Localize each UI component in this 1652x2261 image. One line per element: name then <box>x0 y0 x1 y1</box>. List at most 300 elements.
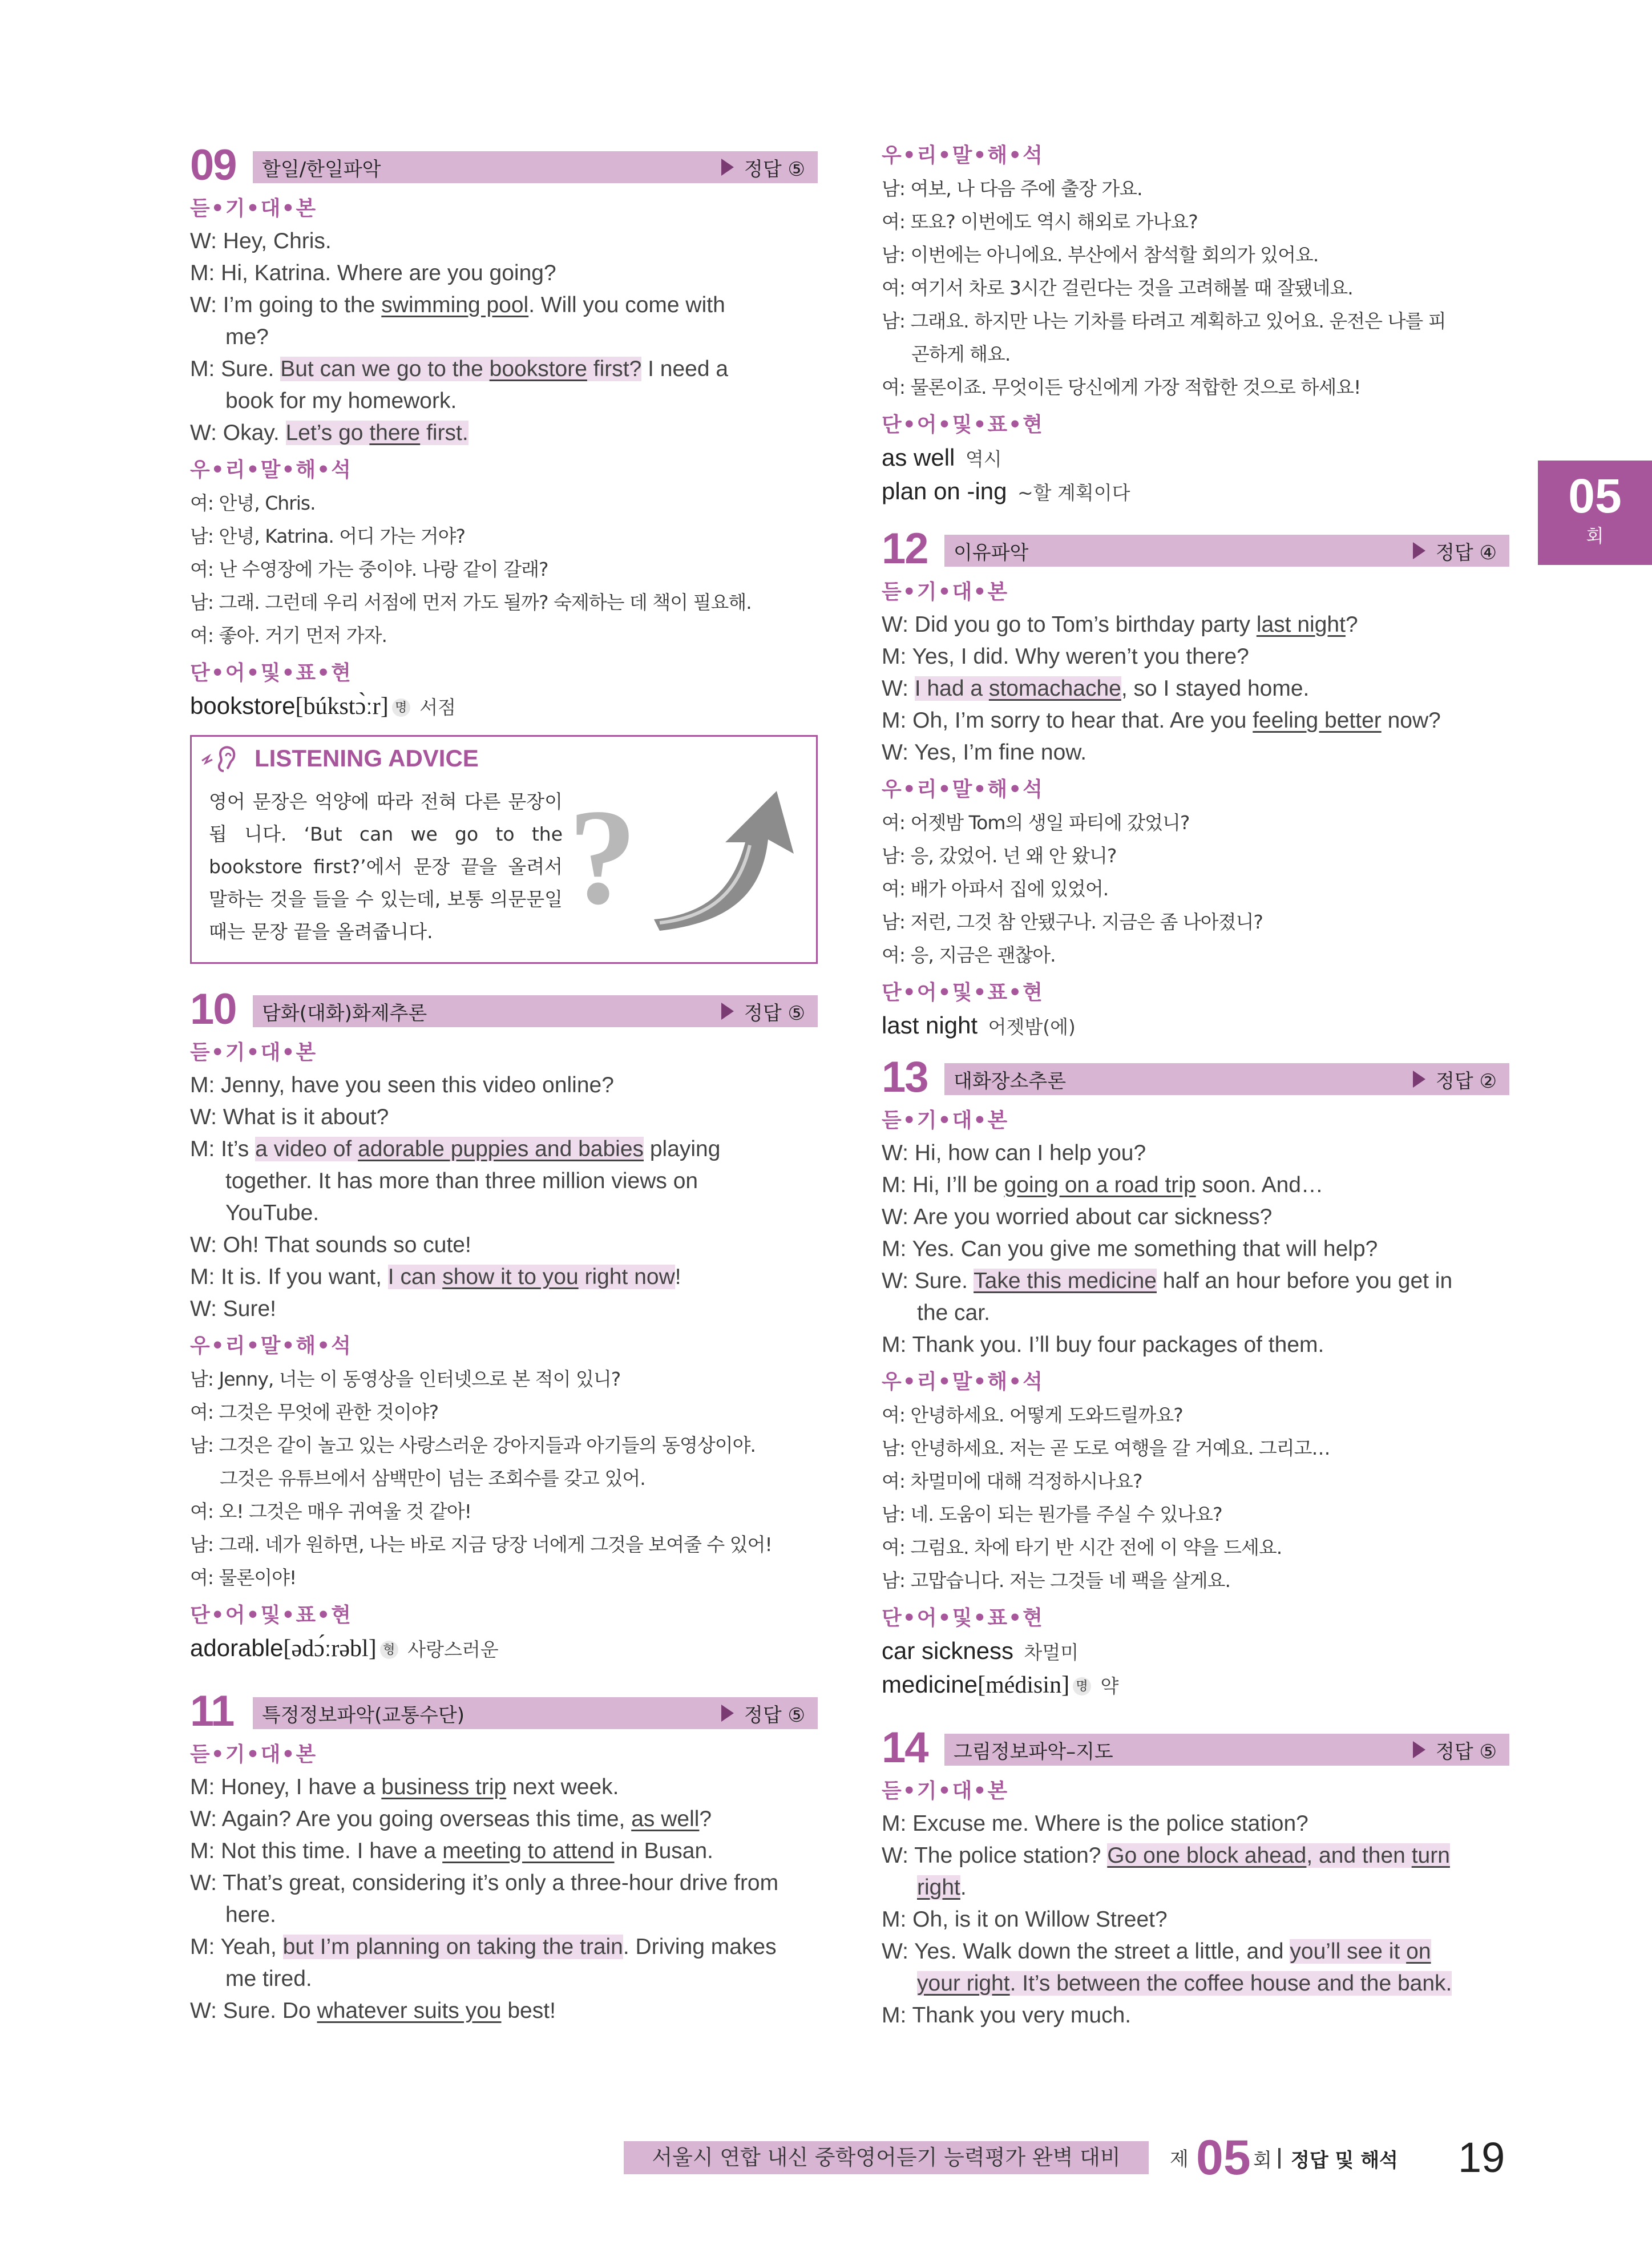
highlighted-phrase <box>283 1935 623 1959</box>
part-of-speech-badge: 명 <box>1073 1677 1091 1695</box>
underlined-phrase: turn <box>1411 1843 1450 1868</box>
script-line <box>882 1265 1509 1329</box>
part-of-speech-badge: 명 <box>392 699 410 717</box>
highlighted-phrase <box>388 1265 675 1289</box>
script-line <box>190 1101 818 1133</box>
speaker: M: <box>190 261 221 285</box>
highlight-text: you’ll see it <box>1290 1939 1407 1964</box>
script-line <box>882 1329 1509 1361</box>
underlined-phrase: feeling better <box>1253 708 1382 733</box>
translation-line: 여: 그럼요. 차에 타기 반 시간 전에 이 약을 드세요. <box>882 1536 1282 1559</box>
script-line <box>190 1835 818 1867</box>
line-text: Thank you. I’ll buy four packages of them. <box>912 1333 1324 1357</box>
script-line <box>190 1261 818 1293</box>
highlighted-phrase <box>915 676 1121 701</box>
script-line <box>190 289 818 353</box>
script-line <box>190 257 818 289</box>
vocab-pronunciation: [ədɔ́ːrəbl] <box>283 1636 377 1662</box>
script-line <box>882 609 1509 641</box>
underlined-phrase: swimming pool <box>381 293 529 317</box>
rising-arrow-icon <box>648 788 797 936</box>
question-header <box>190 141 818 189</box>
left-column <box>190 143 818 2027</box>
question-topic: 특정정보파악(교통수단) <box>262 1703 465 1727</box>
answer-value: 정답 ⑤ <box>744 1703 805 1727</box>
script-line <box>882 2000 1509 2032</box>
line-text: Yes, I did. Why weren’t you there? <box>912 644 1249 669</box>
unit-tab-label: 회 <box>1586 525 1604 547</box>
line-text: . Driving makes <box>623 1935 777 1959</box>
highlight-text: Let’s go <box>285 421 370 445</box>
script-line <box>190 1133 818 1229</box>
answer-value: 정답 ⑤ <box>744 158 805 181</box>
line-continuation: YouTube. <box>225 1201 320 1225</box>
translation-line: 여: 또요? 이번에도 역시 해외로 가나요? <box>882 211 1198 233</box>
script-line <box>882 1233 1509 1265</box>
speaker: W: <box>190 229 223 253</box>
vocab-label: 단•어•및•표•현 <box>190 1604 352 1627</box>
line-text: Did you go to Tom’s birthday party <box>914 612 1257 637</box>
speaker: M: <box>882 1237 912 1261</box>
translation-line: 여: 안녕하세요. 어떻게 도와드릴까요? <box>882 1404 1183 1426</box>
vocab-label: 단•어•및•표•현 <box>882 1606 1044 1630</box>
vocab-word: car sickness <box>882 1637 1014 1664</box>
line-text: Thank you very much. <box>912 2003 1132 2028</box>
translation-line: 남: Jenny, 너는 이 동영상을 인터넷으로 본 적이 있니? <box>190 1368 621 1390</box>
line-text: half an hour before you get in <box>1156 1269 1453 1293</box>
vocab-word: plan on -ing <box>882 478 1007 504</box>
speaker: M: <box>190 357 221 381</box>
translation-line: 여: 오! 그것은 매우 귀여울 것 같아! <box>190 1500 471 1523</box>
vocab-pronunciation: [médisin] <box>978 1672 1070 1698</box>
question-header <box>190 1687 818 1735</box>
line-continuation: here. <box>225 1903 276 1927</box>
line-text: Hey, Chris. <box>223 229 332 253</box>
translation-line: 여: 물론이죠. 무엇이든 당신에게 가장 적합한 것으로 하세요! <box>882 376 1361 398</box>
translation-line: 남: 저런, 그것 참 안됐구나. 지금은 좀 나아졌니? <box>882 911 1263 933</box>
script-line <box>882 1840 1509 1904</box>
translation-line: 여: 응, 지금은 괜찮아. <box>882 944 1056 966</box>
answer-label <box>1413 1736 1497 1764</box>
question-topic-bar <box>253 151 818 183</box>
question-topic-bar <box>944 1063 1509 1095</box>
script-line <box>190 1931 818 1995</box>
script-label: 듣•기•대•본 <box>190 197 317 220</box>
play-triangle-icon <box>721 1003 734 1020</box>
unit-tab <box>1538 461 1652 565</box>
line-continuation <box>882 1968 1509 2000</box>
translation-line: 여: 좋아. 거기 먼저 가자. <box>190 624 387 647</box>
line-text: ? <box>1345 612 1358 637</box>
translation-line: 여: 차멀미에 대해 걱정하시나요? <box>882 1470 1142 1492</box>
question-topic: 그림정보파악–지도 <box>954 1740 1113 1763</box>
question-11-continued <box>882 143 1509 509</box>
question-mark-graphic: ? <box>568 781 637 932</box>
speaker: M: <box>190 1935 221 1959</box>
question-10 <box>190 987 818 1666</box>
script-line <box>190 225 818 257</box>
line-text: Not this time. I have a <box>221 1839 443 1863</box>
question-number: 11 <box>190 1687 234 1735</box>
line-continuation: me? <box>225 325 269 349</box>
speaker: W: <box>882 612 915 637</box>
question-topic: 대화장소추론 <box>954 1069 1067 1093</box>
line-continuation <box>882 1872 1509 1904</box>
highlight-text: , and then <box>1306 1843 1412 1868</box>
answer-label <box>721 154 805 181</box>
advice-title: LISTENING ADVICE <box>255 745 479 772</box>
answer-label <box>721 1699 805 1727</box>
translation-line: 남: 안녕, Katrina. 어디 가는 거야? <box>190 525 466 547</box>
script-line <box>882 1201 1509 1233</box>
speaker: W: <box>190 1998 223 2023</box>
page-number: 19 <box>1458 2134 1505 2181</box>
translation-line: 남: 그것은 같이 놀고 있는 사랑스러운 강아지들과 아기들의 동영상이야. <box>190 1434 756 1456</box>
line-text: next week. <box>506 1775 619 1799</box>
speaker: W: <box>882 1141 915 1165</box>
line-continuation: the car. <box>917 1301 990 1325</box>
translation-line: 남: 이번에는 아니에요. 부산에서 참석할 회의가 있어요. <box>882 244 1319 266</box>
translation-line: 남: 안녕하세요. 저는 곧 도로 여행을 갈 거예요. 그리고… <box>882 1437 1330 1459</box>
line-text: . Will you come with <box>528 293 725 317</box>
script-line <box>190 1293 818 1325</box>
script-line <box>190 1229 818 1261</box>
highlighted-phrase <box>917 1971 1010 1996</box>
speaker: M: <box>190 1775 221 1799</box>
line-text: Honey, I have a <box>221 1775 382 1799</box>
question-09 <box>190 143 818 724</box>
line-text: I’m going to the <box>223 293 382 317</box>
underlined-phrase: on <box>1406 1939 1431 1964</box>
speaker: W: <box>190 1105 223 1129</box>
translation-line: 여: 그것은 무엇에 관한 것이야? <box>190 1401 439 1423</box>
underlined-phrase: show it to you <box>442 1265 579 1289</box>
speaker: M: <box>190 1137 221 1161</box>
question-topic-bar <box>253 1697 818 1729</box>
line-text: Hi, how can I help you? <box>914 1141 1146 1165</box>
question-topic: 할일/한일파악 <box>262 158 381 181</box>
speaker: W: <box>190 421 223 445</box>
script-line <box>190 1867 818 1931</box>
question-14 <box>882 1725 1509 2032</box>
footer-book-title: 서울시 연합 내신 중학영어듣기 능력평가 완벽 대비 <box>624 2141 1149 2174</box>
translation-line: 남: 응, 갔었어. 넌 왜 안 왔니? <box>882 845 1117 867</box>
line-text: Sure. <box>221 357 281 381</box>
footer-section: 정답 및 해석 <box>1291 2149 1398 2172</box>
line-text: Yeah, <box>220 1935 283 1959</box>
speaker: W: <box>190 1807 222 1831</box>
play-triangle-icon <box>1413 1741 1425 1758</box>
line-text: best! <box>501 1998 556 2023</box>
question-number: 14 <box>882 1723 928 1772</box>
script-line <box>190 1069 818 1101</box>
line-text: Excuse me. Where is the police station? <box>912 1811 1308 1836</box>
vocab-entry <box>882 1635 1509 1669</box>
speaker: W: <box>882 1939 915 1964</box>
underlined-phrase: adorable puppies and babies <box>358 1137 644 1161</box>
line-text: It’s <box>221 1137 256 1161</box>
underlined-phrase: your right <box>917 1971 1010 1996</box>
vocab-word: bookstore <box>190 692 296 719</box>
question-13 <box>882 1055 1509 1702</box>
question-number: 13 <box>882 1053 928 1101</box>
underlined-phrase: as well <box>631 1807 700 1831</box>
highlight-text: but I’m planning on taking the train <box>282 1935 623 1959</box>
line-text: What is it about? <box>223 1105 389 1129</box>
highlight-text: I can <box>387 1265 443 1289</box>
question-11 <box>190 1689 818 2027</box>
answer-value: 정답 ⑤ <box>1436 1740 1497 1763</box>
underlined-phrase: right <box>917 1875 960 1900</box>
vocab-entry <box>190 690 818 724</box>
line-text: . It’s between the coffee house and the bank. <box>1009 1971 1452 1996</box>
line-text: ? <box>699 1807 712 1831</box>
line-continuation: me tired. <box>225 1967 312 1991</box>
right-column <box>882 143 1509 2032</box>
script-label: 듣•기•대•본 <box>882 1109 1009 1132</box>
vocab-meaning: 사랑스러운 <box>401 1638 499 1661</box>
script-label: 듣•기•대•본 <box>190 1743 317 1766</box>
highlight-text: first. <box>420 421 468 445</box>
translation-line: 남: 네. 도움이 되는 뭔가를 주실 수 있나요? <box>882 1503 1222 1525</box>
line-text: Yes, I’m fine now. <box>914 740 1087 765</box>
vocab-meaning: 역시 <box>959 448 1002 470</box>
vocab-label: 단•어•및•표•현 <box>190 661 352 685</box>
translation-line: 여: 여기서 차로 3시간 걸린다는 것을 고려해볼 때 잘됐네요. <box>882 277 1353 299</box>
vocab-label: 단•어•및•표•현 <box>882 981 1044 1004</box>
answer-label <box>1413 1065 1497 1093</box>
line-text: playing <box>644 1137 721 1161</box>
script-line <box>190 1803 818 1835</box>
line-text: It is. If you want, <box>221 1265 388 1289</box>
script-line <box>882 1904 1509 1936</box>
translation-line: 남: 여보, 나 다음 주에 출장 가요. <box>882 177 1142 200</box>
part-of-speech-badge: 형 <box>380 1641 398 1659</box>
line-text: , so I stayed home. <box>1121 676 1310 701</box>
highlighted-phrase <box>1107 1843 1450 1868</box>
translation-label: 우•리•말•해•석 <box>882 1370 1044 1394</box>
line-continuation: together. It has more than three million views on <box>225 1169 698 1193</box>
line-text: Again? Are you going overseas this time, <box>221 1807 632 1831</box>
speaker: M: <box>882 644 912 669</box>
translation-line: 곤하게 해요. <box>911 343 1011 365</box>
vocab-meaning: 차멀미 <box>1018 1641 1079 1664</box>
play-triangle-icon <box>721 159 734 176</box>
highlighted-phrase <box>1290 1939 1431 1964</box>
translation-label: 우•리•말•해•석 <box>190 458 352 482</box>
question-12 <box>882 526 1509 1043</box>
vocab-meaning: 서점 <box>413 696 456 718</box>
underlined-phrase: Take this medicine <box>974 1269 1157 1293</box>
line-text: soon. And… <box>1195 1173 1323 1197</box>
footer-unit-number: 05 <box>1196 2130 1251 2185</box>
highlight-text: first? <box>587 357 642 381</box>
vocab-meaning: ~할 계획이다 <box>1011 482 1130 504</box>
answer-value: 정답 ② <box>1436 1069 1497 1093</box>
question-header <box>882 1053 1509 1101</box>
line-text: Oh! That sounds so cute! <box>223 1233 471 1257</box>
vocab-entry <box>882 475 1509 509</box>
translation-line: 여: 난 수영장에 가는 중이야. 나랑 같이 갈래? <box>190 558 548 580</box>
script-label: 듣•기•대•본 <box>882 580 1009 604</box>
script-label: 듣•기•대•본 <box>190 1041 317 1064</box>
line-text: Yes. Walk down the street a little, and <box>914 1939 1290 1964</box>
translation-line: 여: 안녕, Chris. <box>190 492 316 514</box>
vocab-entry <box>882 1669 1509 1702</box>
translation-line: 그것은 유튜브에서 삼백만이 넘는 조회수를 갖고 있어. <box>220 1467 645 1489</box>
highlight-text: a video of <box>255 1137 358 1161</box>
line-text: The police station? <box>914 1843 1108 1868</box>
line-text: I need a <box>641 357 729 381</box>
vocab-word: last night <box>882 1012 978 1039</box>
line-text: Sure. <box>914 1269 974 1293</box>
script-line <box>882 673 1509 705</box>
speaker: W: <box>882 1205 914 1229</box>
speaker: M: <box>882 1907 913 1932</box>
line-text: now? <box>1381 708 1441 733</box>
speaker: W: <box>882 676 915 701</box>
line-text: Oh, I’m sorry to hear that. Are you <box>912 708 1253 733</box>
script-line <box>882 705 1509 737</box>
highlighted-phrase <box>286 421 468 445</box>
script-line <box>882 1808 1509 1840</box>
vocab-pronunciation: [búkstɔ̀ːr] <box>295 693 389 720</box>
footer-je: 제 <box>1170 2148 1189 2171</box>
script-label: 듣•기•대•본 <box>882 1779 1009 1803</box>
vocab-meaning: 약 <box>1094 1675 1119 1697</box>
highlighted-phrase <box>917 1875 960 1900</box>
highlighted-phrase <box>974 1269 1157 1293</box>
vocab-entry <box>882 1010 1509 1043</box>
vocab-word: adorable <box>190 1634 284 1661</box>
question-header <box>190 985 818 1033</box>
line-text: Yes. Can you give me something that will help? <box>912 1237 1378 1261</box>
line-text: Hi, I’ll be <box>912 1173 1004 1197</box>
answer-label <box>721 998 805 1025</box>
speaker: W: <box>190 1297 223 1321</box>
vocab-entry <box>882 442 1509 475</box>
line-text: Sure! <box>223 1297 276 1321</box>
highlighted-phrase <box>255 1137 644 1161</box>
translation-line: 남: 그래. 네가 원하면, 나는 바로 지금 당장 너에게 그것을 보여줄 수 있어! <box>190 1533 772 1556</box>
translation-line: 여: 어젯밤 Tom의 생일 파티에 갔었니? <box>882 811 1190 834</box>
speaker: M: <box>190 1073 221 1097</box>
underlined-phrase: stomachache <box>988 676 1121 701</box>
answer-label <box>1413 537 1497 565</box>
speaker: W: <box>190 1233 223 1257</box>
vocab-entry <box>190 1632 818 1666</box>
line-text: . <box>960 1875 967 1900</box>
highlight-text: But can we go to the <box>280 357 490 381</box>
highlighted-phrase <box>280 357 641 381</box>
translation-line: 남: 그래요. 하지만 나는 기차를 타려고 계획하고 있어요. 운전은 나를 피 <box>882 310 1446 332</box>
line-continuation: book for my homework. <box>225 389 457 413</box>
line-text: ! <box>674 1265 681 1289</box>
script-line <box>190 353 818 417</box>
question-number: 12 <box>882 524 928 573</box>
ear-icon <box>197 744 243 778</box>
translation-label: 우•리•말•해•석 <box>882 778 1044 801</box>
line-text: Oh, is it on Willow Street? <box>912 1907 1168 1932</box>
play-triangle-icon <box>1413 542 1425 559</box>
line-text: in Busan. <box>614 1839 714 1863</box>
speaker: W: <box>190 1871 223 1895</box>
highlight-text: right now <box>578 1265 675 1289</box>
script-line <box>882 1936 1509 2000</box>
answer-value: 정답 ⑤ <box>744 1002 805 1025</box>
unit-tab-number: 05 <box>1568 469 1622 523</box>
line-text: Sure. Do <box>223 1998 317 2023</box>
vocab-label: 단•어•및•표•현 <box>882 413 1044 437</box>
speaker: M: <box>882 1811 913 1836</box>
speaker: M: <box>882 1333 912 1357</box>
underlined-phrase: last night <box>1256 612 1346 637</box>
footer-divider <box>1278 2148 1281 2169</box>
line-text: Okay. <box>223 421 286 445</box>
translation-label: 우•리•말•해•석 <box>190 1334 352 1358</box>
speaker: M: <box>190 1265 221 1289</box>
question-topic: 이유파악 <box>954 541 1029 564</box>
play-triangle-icon <box>721 1705 734 1722</box>
script-line <box>190 1995 818 2027</box>
translation-line: 여: 배가 아파서 집에 있었어. <box>882 878 1109 900</box>
speaker: M: <box>882 2003 912 2028</box>
underlined-phrase: whatever suits you <box>317 1998 502 2023</box>
speaker: M: <box>882 708 913 733</box>
translation-line: 남: 고맙습니다. 저는 그것들 네 팩을 살게요. <box>882 1569 1230 1592</box>
highlight-text: I had a <box>914 676 989 701</box>
question-header <box>882 524 1509 573</box>
line-text: Hi, Katrina. Where are you going? <box>221 261 556 285</box>
script-line <box>190 1771 818 1803</box>
translation-line: 남: 그래. 그런데 우리 서점에 먼저 가도 될까? 숙제하는 데 책이 필요해. <box>190 591 752 613</box>
speaker: M: <box>190 1839 221 1863</box>
underlined-phrase: meeting to attend <box>442 1839 615 1863</box>
question-header <box>882 1723 1509 1772</box>
script-line <box>882 1137 1509 1169</box>
underlined-phrase: bookstore <box>489 357 587 381</box>
translation-line: 여: 물론이야! <box>190 1566 297 1589</box>
line-text: That’s great, considering it’s only a three-hour drive from <box>223 1871 779 1895</box>
question-number: 10 <box>190 985 236 1033</box>
question-topic-bar <box>944 1734 1509 1766</box>
line-text: Are you worried about car sickness? <box>913 1205 1273 1229</box>
vocab-meaning: 어젯밤(에) <box>982 1016 1076 1038</box>
script-line <box>882 737 1509 769</box>
question-number: 09 <box>190 141 236 189</box>
underlined-phrase: going on a road trip <box>1004 1173 1196 1197</box>
advice-text: 영어 문장은 억양에 따라 전혀 다른 문장이 됩 니다. ‘But can we go to the bookstore first?’에서 문장 끝을 올려서 말하는 것을 들을 수 있는데, 보통 의문문일 때는 문장 끝을 올려줍니다. <box>209 790 563 943</box>
speaker: W: <box>190 293 223 317</box>
script-line <box>190 417 818 449</box>
script-line <box>882 641 1509 673</box>
underlined-phrase: Go one block ahead <box>1107 1843 1307 1868</box>
speaker: W: <box>882 740 915 765</box>
script-line <box>882 1169 1509 1201</box>
question-topic-bar <box>944 535 1509 567</box>
speaker: M: <box>882 1173 913 1197</box>
vocab-word: as well <box>882 444 955 471</box>
answer-value: 정답 ④ <box>1436 541 1497 564</box>
footer-hoe: 회 <box>1253 2149 1272 2172</box>
translation-label: 우•리•말•해•석 <box>882 144 1044 167</box>
underlined-phrase: business trip <box>381 1775 507 1799</box>
underlined-phrase: there <box>369 421 421 445</box>
question-topic: 담화(대화)화제추론 <box>262 1002 427 1025</box>
vocab-word: medicine <box>882 1671 978 1698</box>
speaker: W: <box>882 1269 915 1293</box>
listening-advice-box <box>190 735 818 964</box>
